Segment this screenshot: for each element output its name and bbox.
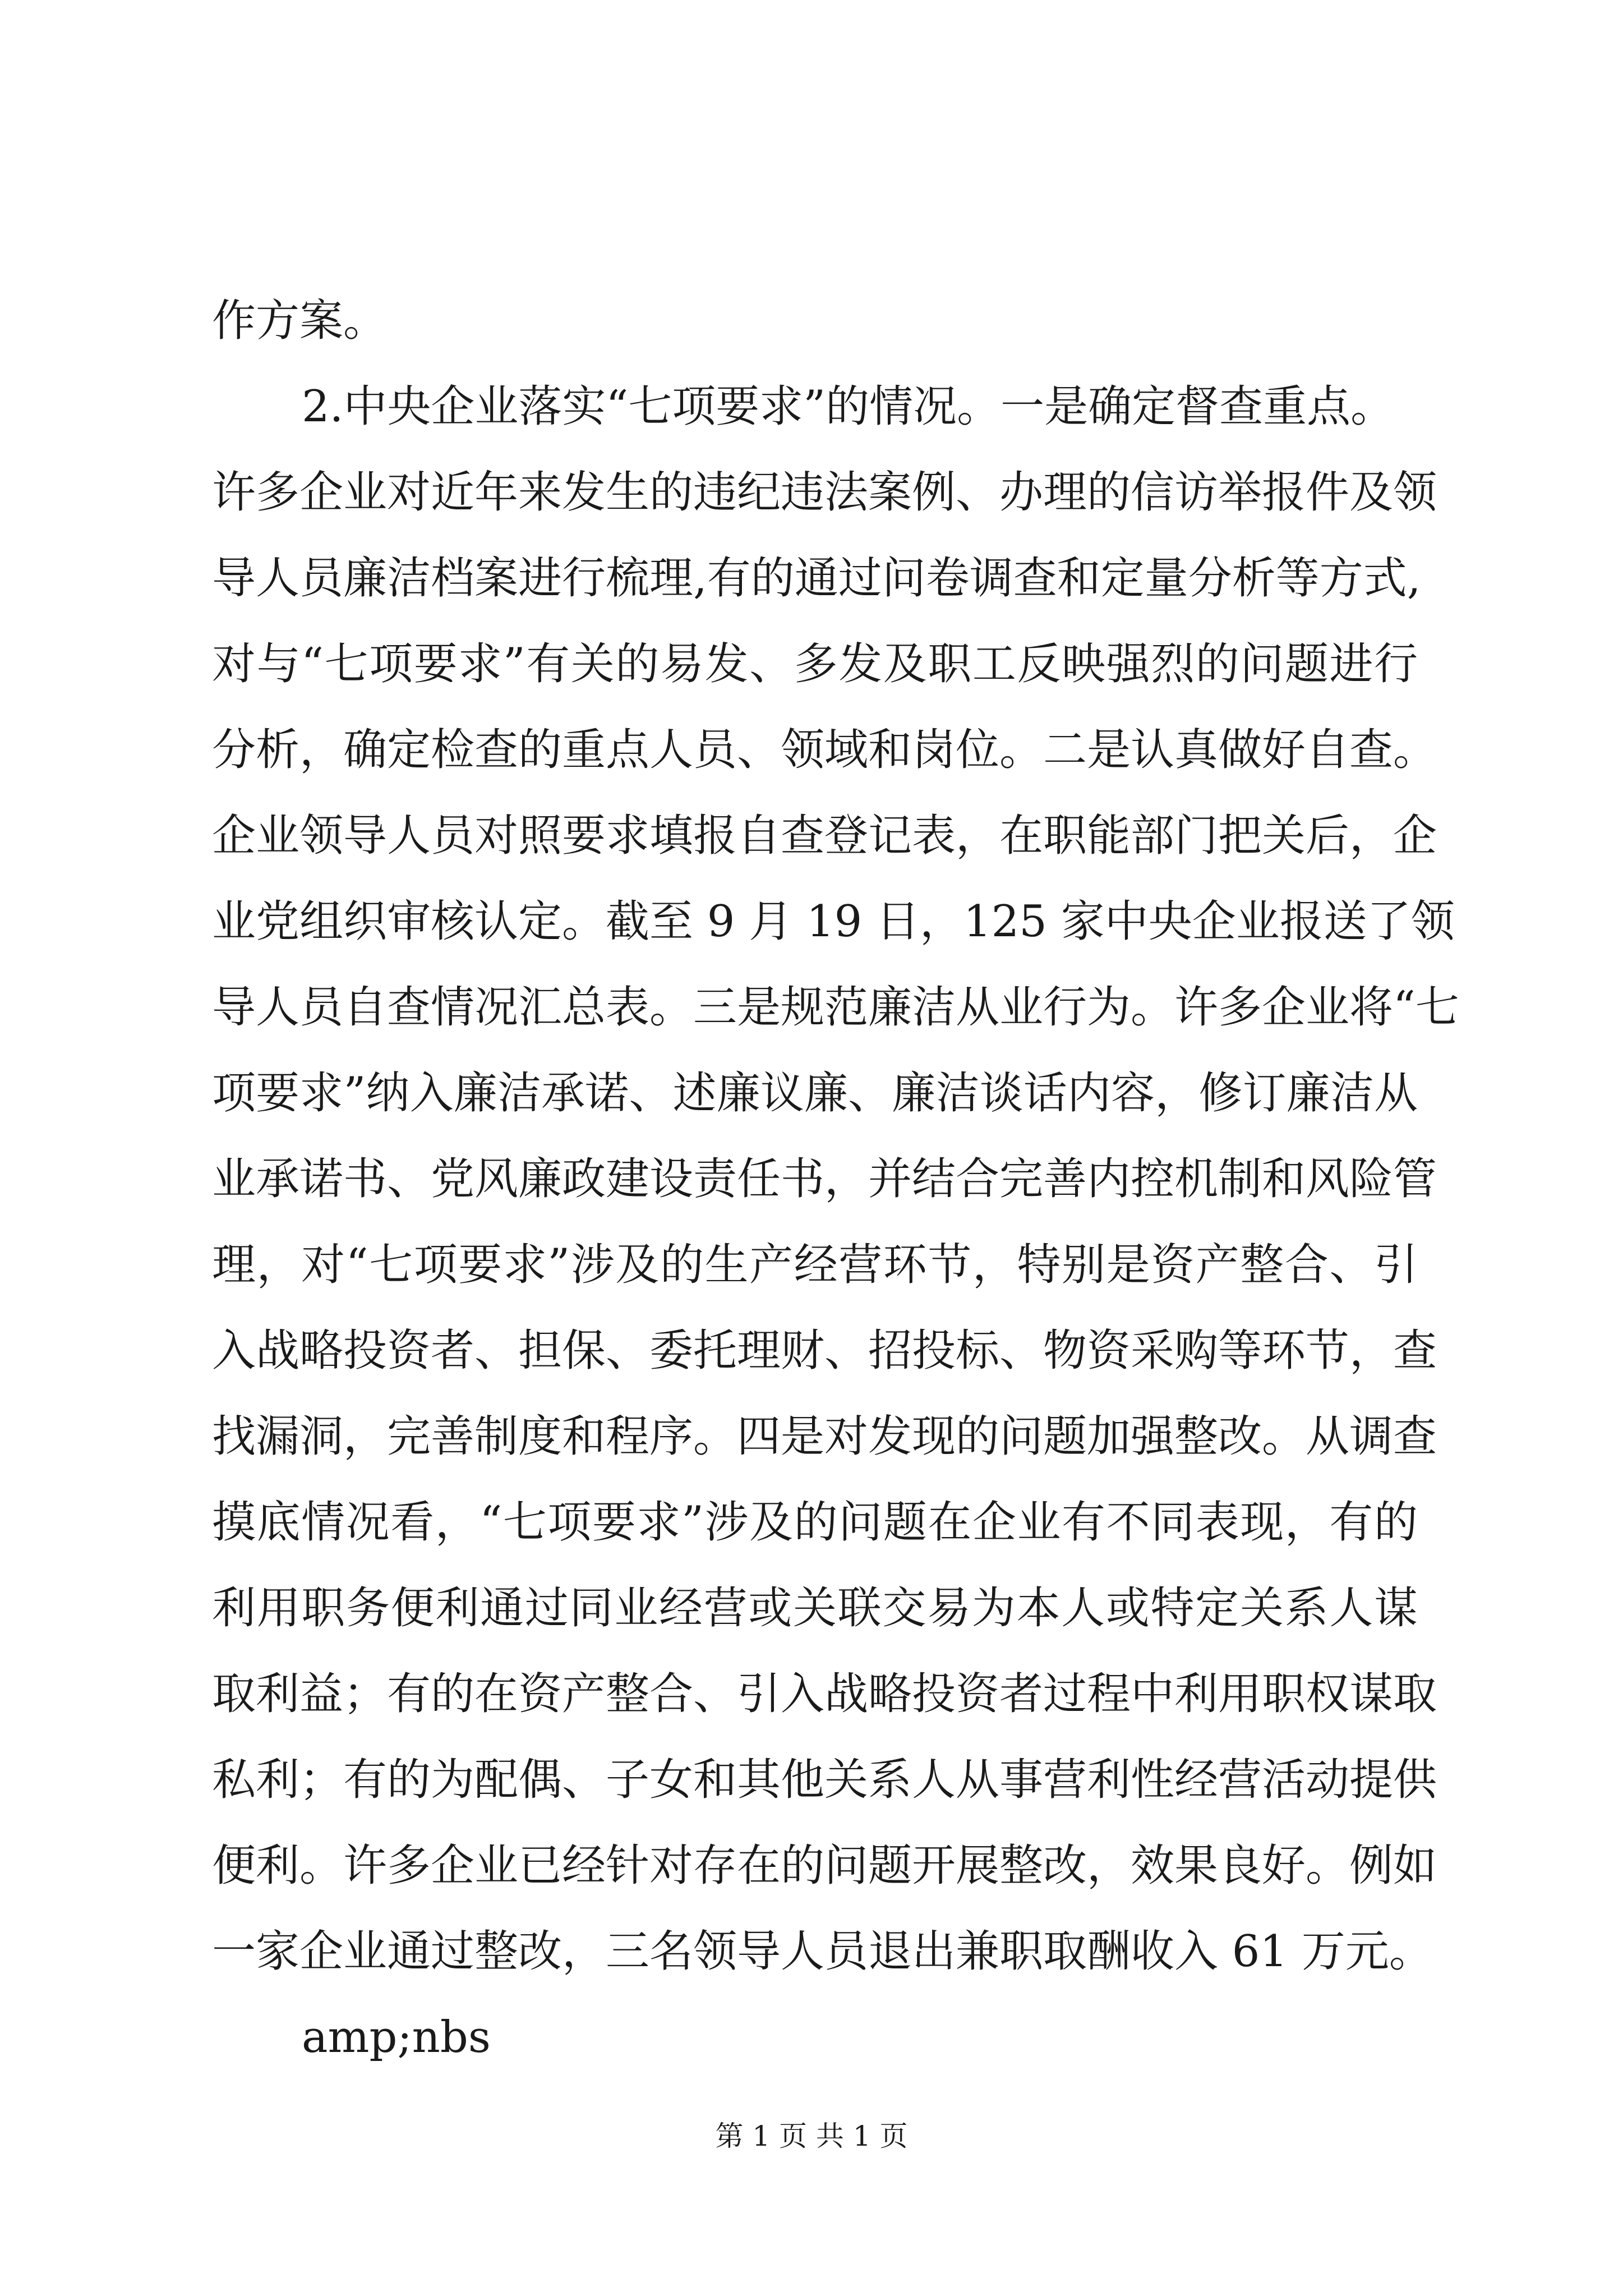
text-line: 理，对“七项要求”涉及的生产经营环节，特别是资产整合、引 [212,1240,1418,1290]
text-line: 利用职务便利通过同业经营或关联交易为本人或特定关系人谋 [212,1583,1418,1634]
text-line: 分析，确定检查的重点人员、领域和岗位。二是认真做好自查。 [212,725,1437,775]
text-line: 业承诺书、党风廉政建设责任书，并结合完善内控机制和风险管 [212,1154,1437,1204]
text-line: 便利。许多企业已经针对存在的问题开展整改，效果良好。例如 [212,1841,1437,1891]
text-line: 企业领导人员对照要求填报自查登记表，在职能部门把关后，企 [212,811,1437,861]
page-number-label: 第 1 页 共 1 页 [715,2120,908,2152]
text-line: 作方案。 [212,296,388,346]
text-line: 业党组织审核认定。截至 9 月 19 日，125 家中央企业报送了领 [212,896,1455,947]
text-line: 找漏洞，完善制度和程序。四是对发现的问题加强整改。从调查 [212,1411,1437,1462]
text-line: 取利益；有的在资产整合、引入战略投资者过程中利用职权谋取 [212,1669,1437,1719]
text-line: 对与“七项要求”有关的易发、多发及职工反映强烈的问题进行 [212,639,1418,689]
page-footer [0,2119,1623,2153]
text-line: 私利；有的为配偶、子女和其他关系人从事营利性经营活动提供 [212,1755,1437,1805]
text-line: 导人员廉洁档案进行梳理,有的通过问卷调查和定量分析等方式, [212,553,1421,604]
text-line: 摸底情况看，“七项要求”涉及的问题在企业有不同表现，有的 [212,1497,1418,1548]
document-body [212,296,1459,2100]
text-line: 一家企业通过整改，三名领导人员退出兼职取酬收入 61 万元。 [212,1926,1433,1977]
text-line: 入战略投资者、担保、委托理财、招投标、物资采购等环节，查 [212,1326,1437,1376]
text-line: 导人员自查情况汇总表。三是规范廉洁从业行为。许多企业将“七 [212,982,1459,1033]
text-line: 2.中央企业落实“七项要求”的情况。一是确定督查重点。 [302,381,1395,432]
text-line: 许多企业对近年来发生的违纪违法案例、办理的信访举报件及领 [212,467,1437,518]
text-line: 项要求”纳入廉洁承诺、述廉议廉、廉洁谈话内容，修订廉洁从 [212,1068,1418,1119]
text-line: amp;nbs [302,2012,491,2063]
